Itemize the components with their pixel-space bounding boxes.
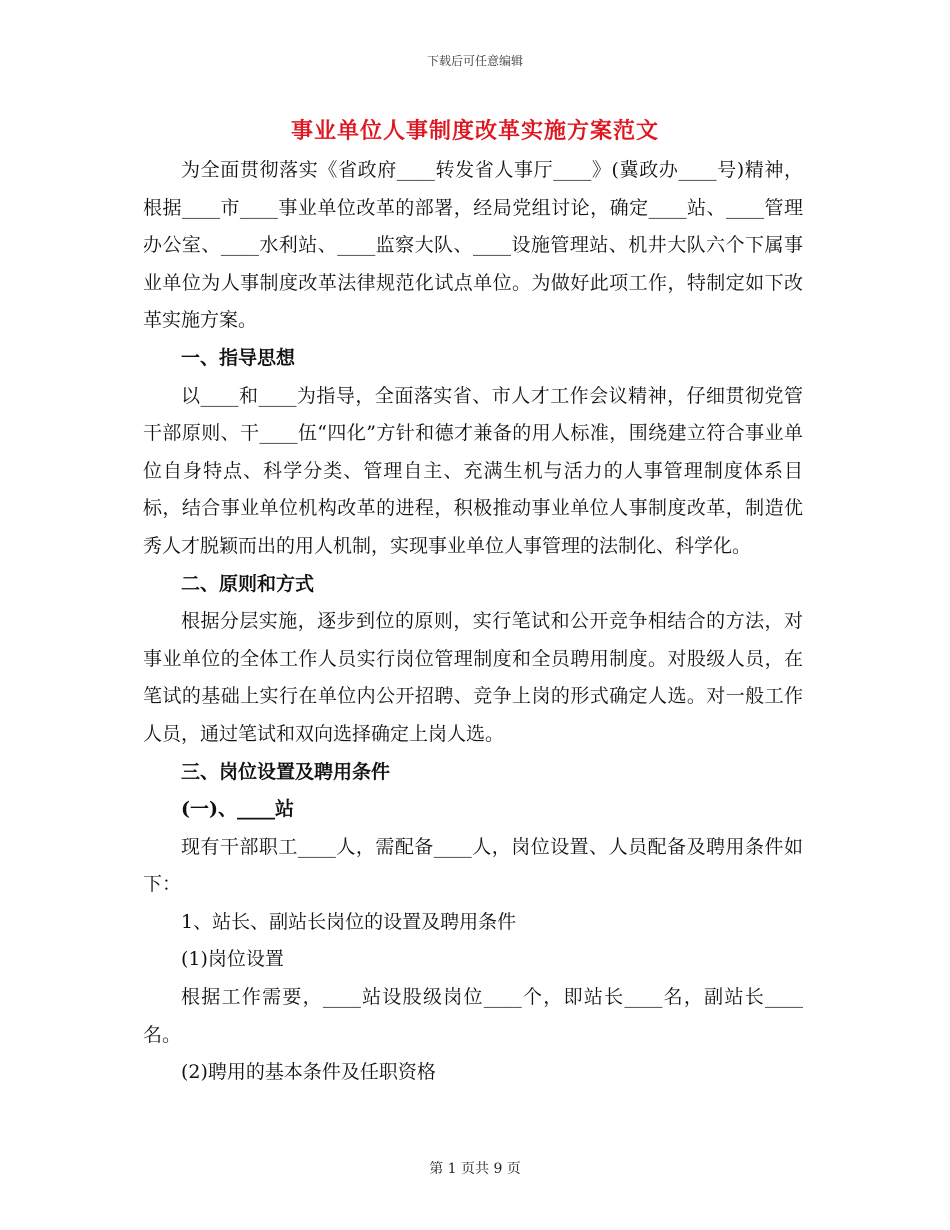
page-header-note: 下载后可任意编辑 xyxy=(426,54,523,68)
principles-paragraph: 根据分层实施，逐步到位的原则，实行笔试和公开竞争相结合的方法，对事业单位的全体工作人员实行岗位管理制度和全员聘用制度。对股级人员，在笔试的基础上实行在单位内公开招聘、竞争上岗的形式确定人选。对一般工作人员，通过笔试和双向选择确定上岗人选。 xyxy=(143,610,803,745)
item-heading-position-setup: (1)岗位设置 xyxy=(181,948,284,971)
document-title: 事业单位人事制度改革实施方案范文 xyxy=(290,118,659,144)
section-heading-guiding-ideology: 一、指导思想 xyxy=(181,346,296,369)
section-heading-principles: 二、原则和方式 xyxy=(181,572,315,595)
position-setup-paragraph: 根据工作需要，____站设股级岗位____个，即站长____名，副站长____名。 xyxy=(143,986,803,1046)
page-footer-page-number: 第 1 页共 9 页 xyxy=(429,1161,521,1177)
intro-paragraph: 为全面贯彻落实《省政府____转发省人事厅____》(冀政办____号)精神，根据____市____事业单位改革的部署，经局党组讨论，确定____站、____管理办公室、____水利站、____监察大队、____设施管理站、机井大队六个下属事业单位为人事制度改革法律规范化试点单位。为做好此项工作，特制定如下改革实施方案。 xyxy=(143,159,803,332)
section-heading-positions: 三、岗位设置及聘用条件 xyxy=(181,760,391,783)
staffing-paragraph: 现有干部职工____人，需配备____人，岗位设置、人员配备及聘用条件如下： xyxy=(143,835,803,896)
subsection-heading-station: (一)、____站 xyxy=(181,798,294,821)
item-heading-qualifications: (2)聘用的基本条件及任职资格 xyxy=(181,1061,436,1084)
item-heading-station-chief: 1、站长、副站长岗位的设置及聘用条件 xyxy=(181,910,517,933)
document-body xyxy=(143,152,803,1092)
guiding-ideology-paragraph: 以____和____为指导，全面落实省、市人才工作会议精神，仔细贯彻党管干部原则、干____伍“四化”方针和德才兼备的用人标准，围绕建立符合事业单位自身特点、科学分类、管理自主、充满生机与活力的人事管理制度体系目标，结合事业单位机构改革的进程，积极推动事业单位人事制度改革，制造优秀人才脱颖而出的用人机制，实现事业单位人事管理的法制化、科学化。 xyxy=(143,384,803,557)
